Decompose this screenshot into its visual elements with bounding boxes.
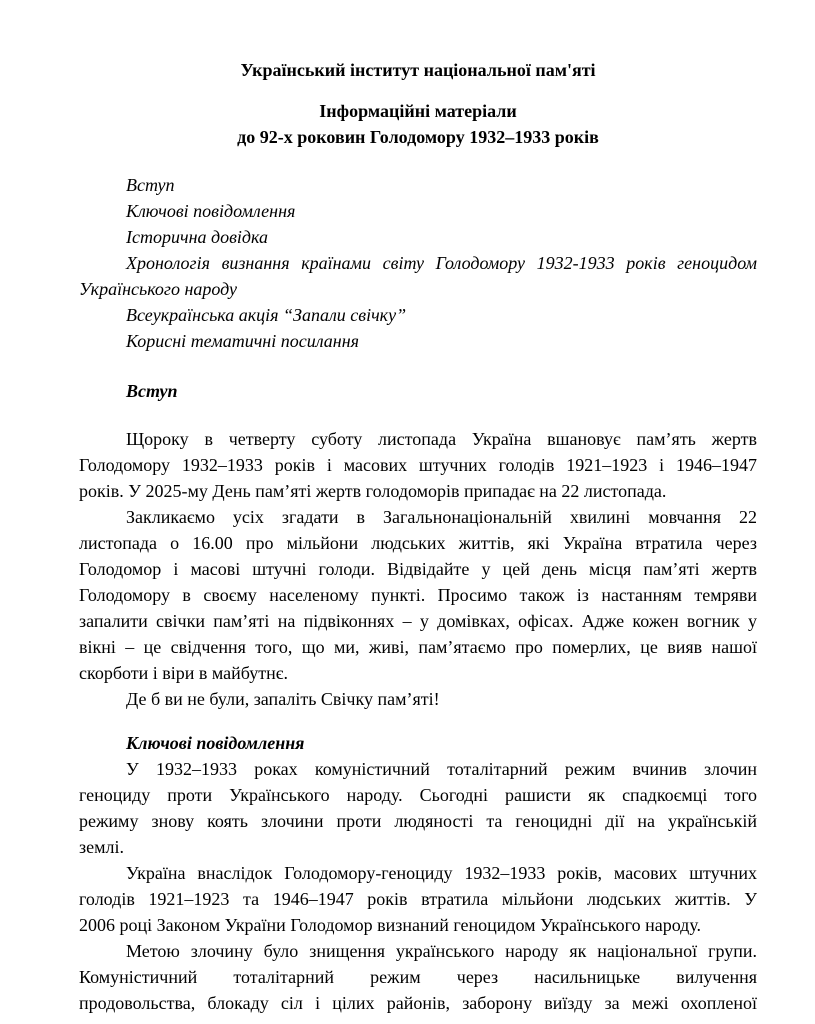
paragraph-line: голодів 1921–1923 та 1946–1947 років втратила мільйони людських життів. У — [79, 889, 757, 909]
paragraph-line: продовольства, блокаду сіл і цілих районів, заборону виїзду за межі охопленої — [79, 993, 757, 1013]
toc-item-vstup: Вступ — [126, 175, 175, 195]
paragraph-line: Де б ви не були, запаліть Свічку пам’яті! — [126, 689, 440, 709]
paragraph-line: У 1932–1933 роках комуністичний тоталітарний режим вчинив злочин — [126, 759, 757, 779]
document-title: Український інститут національної пам'яті — [240, 60, 596, 80]
toc-item-historical-note: Історична довідка — [126, 227, 268, 247]
toc-item-chronology-line-2: Українського народу — [79, 279, 238, 299]
paragraph-line: Метою злочину було знищення українського народу як національної групи. — [126, 941, 757, 961]
subtitle-line: до 92-х роковин Голодомору 1932–1933 років — [237, 127, 599, 147]
paragraph-line: Голодомор і масові штучні голоди. Відвідайте у цей день місця пам’яті жертв — [79, 559, 757, 579]
section-vstup — [79, 378, 757, 712]
paragraph-line: запалити свічки пам’яті на підвіконнях – у домівках, офісах. Адже кожен вогник у — [79, 611, 757, 631]
toc-item-key-messages: Ключові повідомлення — [126, 201, 296, 221]
section-heading-key-messages: Ключові повідомлення — [126, 733, 305, 753]
toc-item-candle-action: Всеукраїнська акція “Запали свічку” — [126, 305, 407, 325]
paragraph — [79, 860, 757, 938]
paragraph-line: років. У 2025-му День пам’яті жертв голодоморів припадає на 22 листопада. — [79, 481, 667, 501]
paragraph-line: скорботи і віри в майбутнє. — [79, 663, 288, 683]
paragraph-line: 2006 році Законом України Голодомор визнаний геноцидом Українського народу. — [79, 915, 702, 935]
paragraph — [79, 426, 757, 504]
paragraph — [79, 504, 757, 686]
paragraph-line: геноциду проти Українського народу. Сьогодні рашисти як спадкоємці того — [79, 785, 757, 805]
paragraph-line: Голодомору 1932–1933 років і масових штучних голодів 1921–1923 і 1946–1947 — [79, 455, 757, 475]
paragraph-line: Закликаємо усіх згадати в Загальнонаціональній хвилині мовчання 22 — [126, 507, 757, 527]
paragraph-line: Щороку в четверту суботу листопада Україна вшановує пам’ять жертв — [126, 429, 757, 449]
section-heading-vstup: Вступ — [126, 381, 178, 401]
paragraph-line: Україна внаслідок Голодомору-геноциду 1932–1933 років, масових штучних — [126, 863, 757, 883]
paragraph-line: листопада о 16.00 про мільйони людських життів, які Україна втратила через — [79, 533, 757, 553]
document-subtitle — [79, 98, 757, 150]
table-of-contents — [79, 172, 757, 354]
toc-item-chronology-line-1: Хронологія визнання країнами світу Голодомору 1932-1933 років геноцидом — [126, 253, 757, 273]
paragraph-line: Комуністичний тоталітарний режим через насильницьке вилучення — [79, 967, 757, 987]
paragraph-line: землі. — [79, 837, 124, 857]
paragraph-line: вікні – це свідчення того, що ми, живі, пам’ятаємо про померлих, це вияв нашої — [79, 637, 757, 657]
paragraph — [79, 686, 757, 712]
paragraph-line: Голодомору в своєму населеному пункті. Просимо також із настанням темряви — [79, 585, 757, 605]
paragraph — [79, 938, 757, 1016]
toc-item-useful-links: Корисні тематичні посилання — [126, 331, 360, 351]
section-key-messages — [79, 730, 757, 1016]
subtitle-line: Інформаційні матеріали — [319, 101, 517, 121]
paragraph-line: режиму знову коять злочини проти людяності та геноцидні дії на українській — [79, 811, 757, 831]
paragraph — [79, 756, 757, 860]
